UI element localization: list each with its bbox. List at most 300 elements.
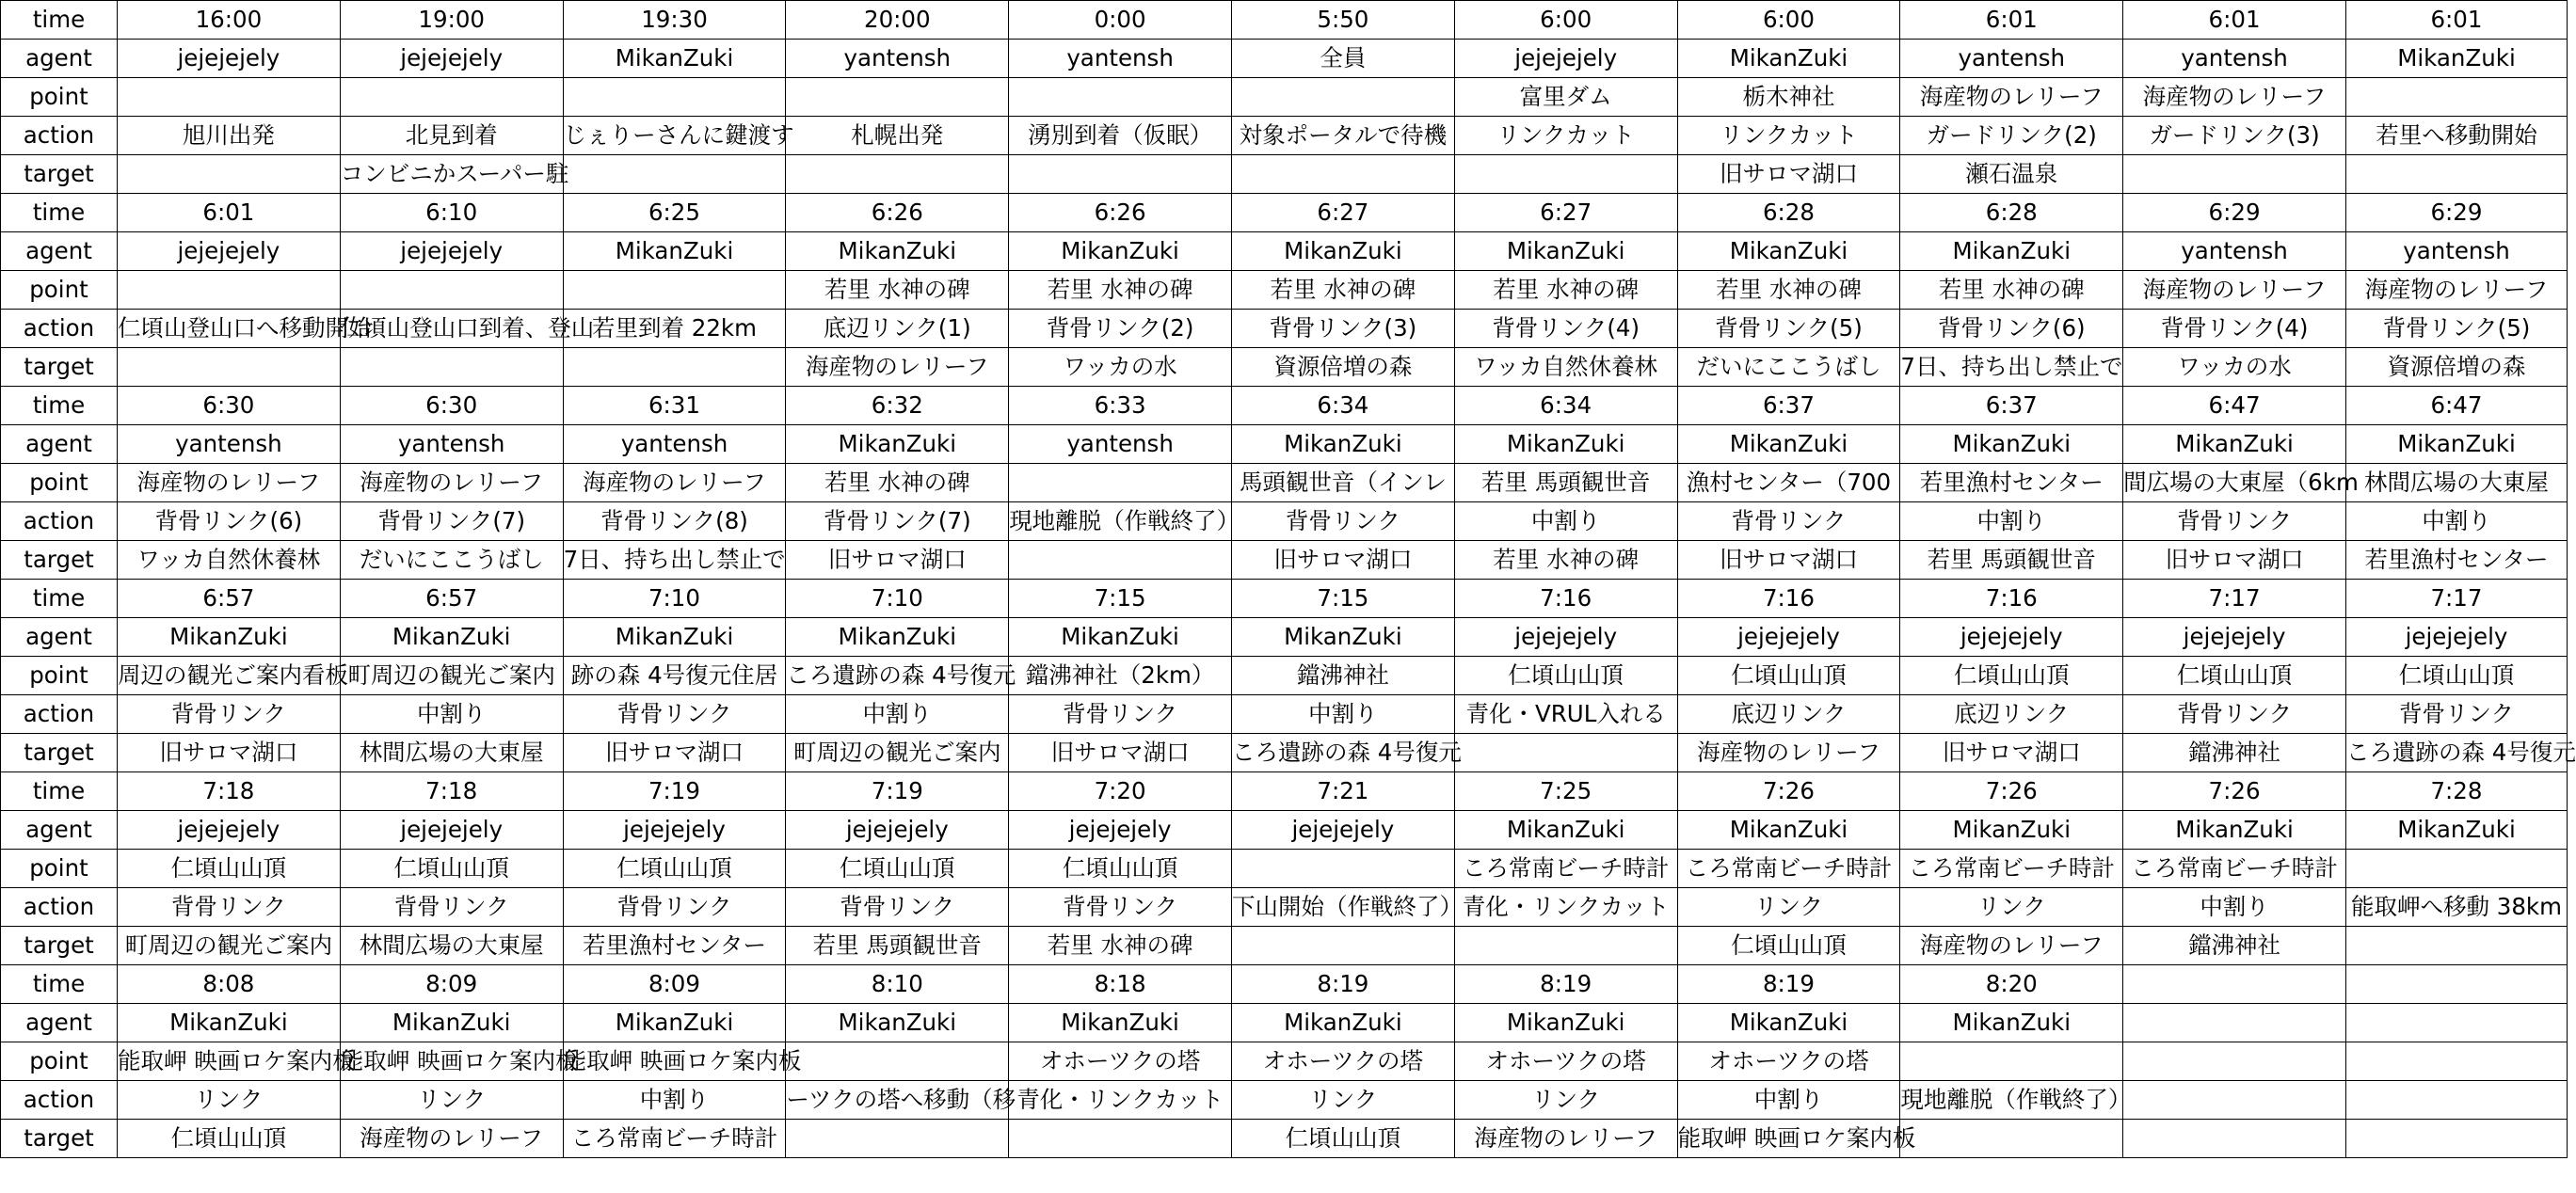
row-header-cell[interactable]: point: [1, 1042, 118, 1081]
table-cell[interactable]: MikanZuki: [1900, 1004, 2123, 1042]
row-header-cell[interactable]: target: [1, 155, 118, 194]
table-cell[interactable]: 7:28: [2345, 772, 2567, 811]
table-cell[interactable]: 旧サロマ湖口: [1677, 541, 1900, 580]
table-cell[interactable]: 6:47: [2345, 387, 2567, 425]
table-cell[interactable]: yantensh: [2345, 232, 2567, 271]
table-cell[interactable]: 海産物のレリーフ: [1900, 927, 2123, 965]
table-cell[interactable]: [2345, 1042, 2567, 1081]
table-cell[interactable]: 19:00: [340, 1, 563, 40]
table-cell[interactable]: MikanZuki: [340, 1004, 563, 1042]
table-cell[interactable]: 8:09: [340, 965, 563, 1004]
table-cell[interactable]: [2123, 1081, 2346, 1120]
table-cell[interactable]: 鐺沸神社: [2123, 927, 2346, 965]
table-cell[interactable]: MikanZuki: [2345, 811, 2567, 850]
table-cell[interactable]: 6:34: [1454, 387, 1677, 425]
table-cell[interactable]: 6:34: [1231, 387, 1454, 425]
table-cell[interactable]: [1231, 155, 1454, 194]
table-cell[interactable]: MikanZuki: [2123, 811, 2346, 850]
row-header-cell[interactable]: target: [1, 541, 118, 580]
table-cell[interactable]: 旧サロマ湖口: [786, 541, 1009, 580]
table-cell[interactable]: ガードリンク(3): [2123, 117, 2346, 155]
table-cell[interactable]: 背骨リンク: [2123, 502, 2346, 541]
row-header-cell[interactable]: point: [1, 78, 118, 117]
table-cell[interactable]: [340, 348, 563, 387]
table-cell[interactable]: 6:29: [2345, 194, 2567, 232]
table-cell[interactable]: 7:17: [2123, 580, 2346, 618]
table-cell[interactable]: [2345, 155, 2567, 194]
table-cell[interactable]: 背骨リンク: [1677, 502, 1900, 541]
table-cell[interactable]: 6:28: [1900, 194, 2123, 232]
table-cell[interactable]: ワッカの水: [2123, 348, 2346, 387]
table-cell[interactable]: 旧サロマ湖口: [1677, 155, 1900, 194]
table-cell[interactable]: 背骨リンク: [2123, 695, 2346, 734]
table-cell[interactable]: 16:00: [118, 1, 341, 40]
table-cell[interactable]: MikanZuki: [786, 618, 1009, 657]
table-cell[interactable]: 林間広場の大東屋: [340, 927, 563, 965]
table-cell[interactable]: 8:19: [1677, 965, 1900, 1004]
table-cell[interactable]: 6:26: [786, 194, 1009, 232]
table-cell[interactable]: 20:00: [786, 1, 1009, 40]
table-cell[interactable]: 背骨リンク(4): [2123, 310, 2346, 348]
table-cell[interactable]: MikanZuki: [1677, 1004, 1900, 1042]
table-cell[interactable]: 若里 馬頭観世音: [1900, 541, 2123, 580]
table-cell[interactable]: 仁頃山山頂: [118, 850, 341, 888]
table-cell[interactable]: yantensh: [2123, 40, 2346, 78]
table-cell[interactable]: [1231, 850, 1454, 888]
table-cell[interactable]: MikanZuki: [1900, 425, 2123, 464]
table-cell[interactable]: 6:01: [2123, 1, 2346, 40]
row-header-cell[interactable]: agent: [1, 232, 118, 271]
table-cell[interactable]: 若里 水神の碑: [1231, 271, 1454, 310]
table-cell[interactable]: MikanZuki: [1009, 1004, 1232, 1042]
table-cell[interactable]: 仁頃山山頂: [2345, 657, 2567, 695]
table-cell[interactable]: 仁頃山山頂: [1009, 850, 1232, 888]
table-cell[interactable]: MikanZuki: [2345, 40, 2567, 78]
table-cell[interactable]: 若里 水神の碑: [786, 271, 1009, 310]
table-cell[interactable]: MikanZuki: [2345, 425, 2567, 464]
table-cell[interactable]: yantensh: [2123, 232, 2346, 271]
table-cell[interactable]: ワッカの水: [1009, 348, 1232, 387]
table-cell[interactable]: MikanZuki: [1677, 425, 1900, 464]
table-cell[interactable]: 鐺沸神社（2km）: [1009, 657, 1232, 695]
table-cell[interactable]: 背骨リンク: [1009, 695, 1232, 734]
table-cell[interactable]: MikanZuki: [563, 232, 786, 271]
table-cell[interactable]: ころ遺跡の森 4号復元: [1231, 734, 1454, 772]
row-header-cell[interactable]: action: [1, 117, 118, 155]
table-cell[interactable]: 間広場の大東屋（6km: [2123, 464, 2346, 502]
table-cell[interactable]: ワッカ自然休養林: [118, 541, 341, 580]
table-cell[interactable]: MikanZuki: [1677, 811, 1900, 850]
table-cell[interactable]: MikanZuki: [786, 1004, 1009, 1042]
table-cell[interactable]: 青化・VRUL入れる: [1454, 695, 1677, 734]
table-cell[interactable]: [118, 348, 341, 387]
table-cell[interactable]: 湧別到着（仮眠）: [1009, 117, 1232, 155]
table-cell[interactable]: 7:25: [1454, 772, 1677, 811]
table-cell[interactable]: 町周辺の観光ご案内: [118, 927, 341, 965]
table-cell[interactable]: 19:30: [563, 1, 786, 40]
table-cell[interactable]: MikanZuki: [1454, 232, 1677, 271]
table-cell[interactable]: 背骨リンク(6): [1900, 310, 2123, 348]
table-cell[interactable]: リンク: [1677, 888, 1900, 927]
table-cell[interactable]: 6:26: [1009, 194, 1232, 232]
table-cell[interactable]: 背骨リンク: [118, 888, 341, 927]
table-cell[interactable]: 7:19: [786, 772, 1009, 811]
table-cell[interactable]: 仁頃山山頂: [2123, 657, 2346, 695]
table-cell[interactable]: jejejejely: [563, 811, 786, 850]
table-cell[interactable]: yantensh: [1900, 40, 2123, 78]
table-cell[interactable]: [786, 78, 1009, 117]
table-cell[interactable]: 背骨リンク: [118, 695, 341, 734]
table-cell[interactable]: jejejejely: [340, 40, 563, 78]
table-cell[interactable]: 漁村センター（700: [1677, 464, 1900, 502]
table-cell[interactable]: 6:00: [1677, 1, 1900, 40]
table-cell[interactable]: 7:17: [2345, 580, 2567, 618]
table-cell[interactable]: ガードリンク(2): [1900, 117, 2123, 155]
table-cell[interactable]: MikanZuki: [1900, 232, 2123, 271]
table-cell[interactable]: ころ常南ビーチ時計: [2123, 850, 2346, 888]
table-cell[interactable]: 中割り: [2123, 888, 2346, 927]
table-cell[interactable]: [563, 78, 786, 117]
table-cell[interactable]: 6:10: [340, 194, 563, 232]
table-cell[interactable]: 海産物のレリーフ: [1677, 734, 1900, 772]
table-cell[interactable]: 若里へ移動開始: [2345, 117, 2567, 155]
row-header-cell[interactable]: time: [1, 772, 118, 811]
table-cell[interactable]: ころ遺跡の森 4号復元: [2345, 734, 2567, 772]
table-cell[interactable]: 6:01: [2345, 1, 2567, 40]
table-cell[interactable]: MikanZuki: [1009, 232, 1232, 271]
table-cell[interactable]: 仁頃山山頂: [786, 850, 1009, 888]
table-cell[interactable]: 若里漁村センター: [2345, 541, 2567, 580]
table-cell[interactable]: [1231, 78, 1454, 117]
table-cell[interactable]: 若里 水神の碑: [786, 464, 1009, 502]
table-cell[interactable]: yantensh: [786, 40, 1009, 78]
table-cell[interactable]: [340, 271, 563, 310]
table-cell[interactable]: リンク: [340, 1081, 563, 1120]
table-cell[interactable]: 6:28: [1677, 194, 1900, 232]
table-cell[interactable]: [1454, 927, 1677, 965]
table-cell[interactable]: MikanZuki: [1677, 40, 1900, 78]
table-cell[interactable]: 周辺の観光ご案内看板: [118, 657, 341, 695]
table-cell[interactable]: 札幌出発: [786, 117, 1009, 155]
table-cell[interactable]: [786, 155, 1009, 194]
table-cell[interactable]: [1009, 78, 1232, 117]
table-cell[interactable]: 林間広場の大東屋: [2345, 464, 2567, 502]
table-cell[interactable]: 背骨リンク: [563, 888, 786, 927]
table-cell[interactable]: ワッカ自然休養林: [1454, 348, 1677, 387]
table-cell[interactable]: オホーツクの塔: [1231, 1042, 1454, 1081]
table-cell[interactable]: 背骨リンク(3): [1231, 310, 1454, 348]
table-cell[interactable]: jejejejely: [118, 811, 341, 850]
table-cell[interactable]: 若里漁村センター: [1900, 464, 2123, 502]
table-cell[interactable]: jejejejely: [1009, 811, 1232, 850]
table-cell[interactable]: MikanZuki: [563, 40, 786, 78]
table-cell[interactable]: 海産物のレリーフ: [118, 464, 341, 502]
table-cell[interactable]: 中割り: [563, 1081, 786, 1120]
table-cell[interactable]: 6:25: [563, 194, 786, 232]
table-cell[interactable]: 7:10: [563, 580, 786, 618]
table-cell[interactable]: 鐺沸神社: [2123, 734, 2346, 772]
table-cell[interactable]: リンク: [1231, 1081, 1454, 1120]
table-cell[interactable]: 馬頭観世音（インレ: [1231, 464, 1454, 502]
table-cell[interactable]: 背骨リンク(8): [563, 502, 786, 541]
table-cell[interactable]: 6:27: [1231, 194, 1454, 232]
table-cell[interactable]: [2123, 1120, 2346, 1158]
row-header-cell[interactable]: agent: [1, 40, 118, 78]
table-cell[interactable]: MikanZuki: [1900, 811, 2123, 850]
table-cell[interactable]: 町周辺の観光ご案内: [340, 657, 563, 695]
table-cell[interactable]: 中割り: [2345, 502, 2567, 541]
table-cell[interactable]: 若里 水神の碑: [1009, 271, 1232, 310]
table-cell[interactable]: [1454, 155, 1677, 194]
table-cell[interactable]: 現地離脱（作戦終了）: [1009, 502, 1232, 541]
table-cell[interactable]: 7:16: [1900, 580, 2123, 618]
table-cell[interactable]: 仁頃山登山口へ移動開始: [118, 310, 341, 348]
row-header-cell[interactable]: point: [1, 657, 118, 695]
table-cell[interactable]: リンク: [1454, 1081, 1677, 1120]
table-cell[interactable]: yantensh: [1009, 425, 1232, 464]
table-cell[interactable]: MikanZuki: [1454, 811, 1677, 850]
table-cell[interactable]: 底辺リンク: [1900, 695, 2123, 734]
table-cell[interactable]: 5:50: [1231, 1, 1454, 40]
table-cell[interactable]: ころ常南ビーチ時計: [563, 1120, 786, 1158]
table-cell[interactable]: オホーツクの塔: [1009, 1042, 1232, 1081]
row-header-cell[interactable]: action: [1, 695, 118, 734]
table-cell[interactable]: 7:16: [1677, 580, 1900, 618]
table-cell[interactable]: [563, 348, 786, 387]
table-cell[interactable]: jejejejely: [1677, 618, 1900, 657]
table-cell[interactable]: 中割り: [340, 695, 563, 734]
table-cell[interactable]: MikanZuki: [786, 232, 1009, 271]
table-cell[interactable]: [786, 1042, 1009, 1081]
row-header-cell[interactable]: action: [1, 1081, 118, 1120]
table-cell[interactable]: MikanZuki: [118, 1004, 341, 1042]
table-cell[interactable]: 能取岬 映画ロケ案内板: [1677, 1120, 1900, 1158]
table-cell[interactable]: 6:37: [1677, 387, 1900, 425]
table-cell[interactable]: 栃木神社: [1677, 78, 1900, 117]
table-cell[interactable]: 旧サロマ湖口: [2123, 541, 2346, 580]
table-cell[interactable]: 背骨リンク(6): [118, 502, 341, 541]
table-cell[interactable]: 対象ポータルで待機: [1231, 117, 1454, 155]
table-cell[interactable]: 中割り: [1231, 695, 1454, 734]
table-cell[interactable]: 若里 水神の碑: [1900, 271, 2123, 310]
table-cell[interactable]: 0:00: [1009, 1, 1232, 40]
row-header-cell[interactable]: time: [1, 1, 118, 40]
row-header-cell[interactable]: target: [1, 927, 118, 965]
table-cell[interactable]: オホーツクの塔: [1454, 1042, 1677, 1081]
table-cell[interactable]: jejejejely: [1454, 618, 1677, 657]
table-cell[interactable]: 6:57: [340, 580, 563, 618]
table-cell[interactable]: [1454, 734, 1677, 772]
table-cell[interactable]: [1231, 927, 1454, 965]
table-cell[interactable]: 背骨リンク(7): [786, 502, 1009, 541]
table-cell[interactable]: yantensh: [1009, 40, 1232, 78]
table-cell[interactable]: 仁頃山山頂: [1454, 657, 1677, 695]
table-cell[interactable]: 海産物のレリーフ: [2345, 271, 2567, 310]
table-cell[interactable]: 8:19: [1454, 965, 1677, 1004]
table-cell[interactable]: 若里 馬頭観世音: [786, 927, 1009, 965]
table-cell[interactable]: [1009, 541, 1232, 580]
table-cell[interactable]: 8:20: [1900, 965, 2123, 1004]
table-cell[interactable]: [2345, 927, 2567, 965]
table-cell[interactable]: [2123, 155, 2346, 194]
table-cell[interactable]: yantensh: [118, 425, 341, 464]
table-cell[interactable]: [2345, 850, 2567, 888]
table-cell[interactable]: 仁頃山山頂: [1231, 1120, 1454, 1158]
table-cell[interactable]: 7:19: [563, 772, 786, 811]
table-cell[interactable]: 7:21: [1231, 772, 1454, 811]
table-cell[interactable]: 青化・リンクカット: [1009, 1081, 1232, 1120]
table-cell[interactable]: 8:10: [786, 965, 1009, 1004]
row-header-cell[interactable]: target: [1, 348, 118, 387]
table-cell[interactable]: MikanZuki: [1231, 425, 1454, 464]
table-cell[interactable]: 仁頃山山頂: [1677, 657, 1900, 695]
row-header-cell[interactable]: target: [1, 1120, 118, 1158]
table-cell[interactable]: リンクカット: [1677, 117, 1900, 155]
table-cell[interactable]: 7:10: [786, 580, 1009, 618]
table-cell[interactable]: 旧サロマ湖口: [1009, 734, 1232, 772]
table-cell[interactable]: [2345, 965, 2567, 1004]
row-header-cell[interactable]: time: [1, 965, 118, 1004]
table-cell[interactable]: [2345, 1120, 2567, 1158]
table-cell[interactable]: だいにここうばし: [340, 541, 563, 580]
table-cell[interactable]: 6:30: [118, 387, 341, 425]
row-header-cell[interactable]: agent: [1, 425, 118, 464]
table-cell[interactable]: だいにここうばし: [1677, 348, 1900, 387]
table-cell[interactable]: 鐺沸神社: [1231, 657, 1454, 695]
table-cell[interactable]: [786, 1120, 1009, 1158]
table-cell[interactable]: 6:33: [1009, 387, 1232, 425]
row-header-cell[interactable]: target: [1, 734, 118, 772]
table-cell[interactable]: MikanZuki: [563, 618, 786, 657]
table-cell[interactable]: yantensh: [563, 425, 786, 464]
table-cell[interactable]: 下山開始（作戦終了）: [1231, 888, 1454, 927]
table-cell[interactable]: 背骨リンク: [340, 888, 563, 927]
table-cell[interactable]: 8:18: [1009, 965, 1232, 1004]
table-cell[interactable]: 若里 馬頭観世音: [1454, 464, 1677, 502]
table-cell[interactable]: ころ遺跡の森 4号復元: [786, 657, 1009, 695]
table-cell[interactable]: 能取岬 映画ロケ案内板: [118, 1042, 341, 1081]
table-cell[interactable]: 旧サロマ湖口: [563, 734, 786, 772]
table-cell[interactable]: 7:20: [1009, 772, 1232, 811]
table-cell[interactable]: jejejejely: [786, 811, 1009, 850]
table-cell[interactable]: 瀬石温泉: [1900, 155, 2123, 194]
row-header-cell[interactable]: time: [1, 387, 118, 425]
table-cell[interactable]: 青化・リンクカット: [1454, 888, 1677, 927]
table-cell[interactable]: 海産物のレリーフ: [2123, 78, 2346, 117]
table-cell[interactable]: 6:29: [2123, 194, 2346, 232]
row-header-cell[interactable]: action: [1, 888, 118, 927]
table-cell[interactable]: 背骨リンク(7): [340, 502, 563, 541]
table-cell[interactable]: 能取岬 映画ロケ案内板: [563, 1042, 786, 1081]
table-cell[interactable]: 底辺リンク: [1677, 695, 1900, 734]
table-cell[interactable]: MikanZuki: [2123, 425, 2346, 464]
table-cell[interactable]: リンク: [118, 1081, 341, 1120]
table-cell[interactable]: 旧サロマ湖口: [1231, 541, 1454, 580]
table-cell[interactable]: 仁頃山山頂: [1677, 927, 1900, 965]
table-cell[interactable]: [2123, 1004, 2346, 1042]
row-header-cell[interactable]: time: [1, 580, 118, 618]
row-header-cell[interactable]: point: [1, 271, 118, 310]
table-cell[interactable]: 海産物のレリーフ: [786, 348, 1009, 387]
table-cell[interactable]: 7:18: [340, 772, 563, 811]
table-cell[interactable]: オホーツクの塔: [1677, 1042, 1900, 1081]
table-cell[interactable]: MikanZuki: [1454, 425, 1677, 464]
table-cell[interactable]: jejejejely: [340, 232, 563, 271]
table-cell[interactable]: MikanZuki: [1231, 618, 1454, 657]
table-cell[interactable]: 資源倍増の森: [1231, 348, 1454, 387]
table-cell[interactable]: 6:30: [340, 387, 563, 425]
row-header-cell[interactable]: agent: [1, 811, 118, 850]
table-cell[interactable]: 7:26: [2123, 772, 2346, 811]
table-cell[interactable]: 海産物のレリーフ: [340, 1120, 563, 1158]
table-cell[interactable]: 7日、持ち出し禁止で: [563, 541, 786, 580]
table-cell[interactable]: 背骨リンク: [563, 695, 786, 734]
table-cell[interactable]: MikanZuki: [1231, 232, 1454, 271]
table-cell[interactable]: 8:19: [1231, 965, 1454, 1004]
table-cell[interactable]: 6:01: [118, 194, 341, 232]
table-cell[interactable]: jejejejely: [118, 232, 341, 271]
table-cell[interactable]: [118, 271, 341, 310]
table-cell[interactable]: [1009, 464, 1232, 502]
row-header-cell[interactable]: point: [1, 464, 118, 502]
table-cell[interactable]: [2345, 1004, 2567, 1042]
row-header-cell[interactable]: action: [1, 502, 118, 541]
table-cell[interactable]: [1900, 1120, 2123, 1158]
table-cell[interactable]: [563, 155, 786, 194]
table-cell[interactable]: 仁頃山山頂: [340, 850, 563, 888]
table-cell[interactable]: yantensh: [340, 425, 563, 464]
table-cell[interactable]: [118, 78, 341, 117]
table-cell[interactable]: 6:00: [1454, 1, 1677, 40]
table-cell[interactable]: jejejejely: [2345, 618, 2567, 657]
table-cell[interactable]: 町周辺の観光ご案内: [786, 734, 1009, 772]
table-cell[interactable]: 7日、持ち出し禁止で: [1900, 348, 2123, 387]
table-cell[interactable]: 跡の森 4号復元住居: [563, 657, 786, 695]
table-cell[interactable]: じぇりーさんに鍵渡す: [563, 117, 786, 155]
table-cell[interactable]: 富里ダム: [1454, 78, 1677, 117]
row-header-cell[interactable]: agent: [1, 1004, 118, 1042]
table-cell[interactable]: [1900, 1042, 2123, 1081]
table-cell[interactable]: jejejejely: [1454, 40, 1677, 78]
table-cell[interactable]: 海産物のレリーフ: [2123, 271, 2346, 310]
table-cell[interactable]: 中割り: [1677, 1081, 1900, 1120]
table-cell[interactable]: 北見到着: [340, 117, 563, 155]
table-cell[interactable]: jejejejely: [2123, 618, 2346, 657]
table-cell[interactable]: コンビニかスーパー駐: [340, 155, 563, 194]
table-cell[interactable]: 6:31: [563, 387, 786, 425]
table-cell[interactable]: [563, 271, 786, 310]
table-cell[interactable]: [1009, 1120, 1232, 1158]
table-cell[interactable]: 背骨リンク: [1231, 502, 1454, 541]
table-cell[interactable]: 背骨リンク(2): [1009, 310, 1232, 348]
table-cell[interactable]: jejejejely: [340, 811, 563, 850]
table-cell[interactable]: 若里 水神の碑: [1454, 271, 1677, 310]
table-cell[interactable]: MikanZuki: [340, 618, 563, 657]
table-cell[interactable]: 中割り: [786, 695, 1009, 734]
table-cell[interactable]: [1009, 155, 1232, 194]
table-cell[interactable]: 中割り: [1454, 502, 1677, 541]
table-cell[interactable]: 背骨リンク(5): [1677, 310, 1900, 348]
table-cell[interactable]: 海産物のレリーフ: [340, 464, 563, 502]
table-cell[interactable]: 背骨リンク(5): [2345, 310, 2567, 348]
table-cell[interactable]: 仁頃山山頂: [1900, 657, 2123, 695]
table-cell[interactable]: 能取岬 映画ロケ案内板: [340, 1042, 563, 1081]
table-cell[interactable]: 仁頃山登山口到着、登山: [340, 310, 563, 348]
table-cell[interactable]: 7:16: [1454, 580, 1677, 618]
table-cell[interactable]: 6:01: [1900, 1, 2123, 40]
table-cell[interactable]: 全員: [1231, 40, 1454, 78]
table-cell[interactable]: 6:47: [2123, 387, 2346, 425]
